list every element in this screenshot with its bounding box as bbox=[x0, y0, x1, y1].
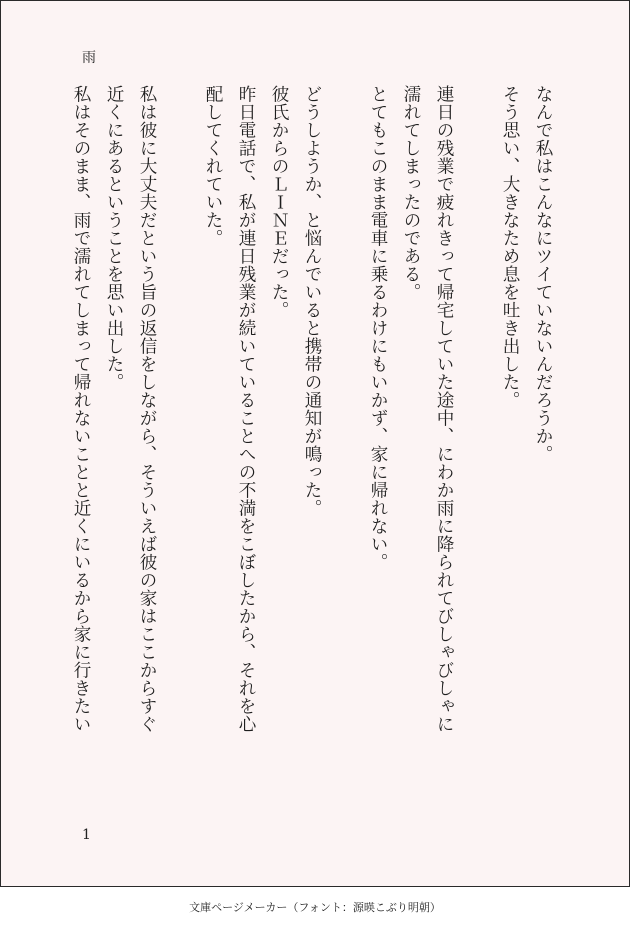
text-line: 近くにあるということを思い出した。 bbox=[104, 85, 124, 391]
text-line: そう思い、大きなため息を吐き出した。 bbox=[500, 85, 520, 409]
text-line: どうしようか、と悩んでいると携帯の通知が鳴った。 bbox=[302, 85, 322, 517]
paragraph-gap bbox=[460, 85, 493, 785]
text-line: 昨日電話で、私が連日残業が続いていることへの不満をこぼしたから、それを心 bbox=[236, 85, 256, 733]
paragraph-gap bbox=[328, 85, 361, 785]
text-line: 濡れてしまったのである。 bbox=[401, 85, 421, 301]
footer-caption: 文庫ページメーカー（フォント：源暎こぶり明朝） bbox=[189, 901, 441, 914]
text-line: 彼氏からのＬＩＮＥだった。 bbox=[269, 85, 289, 319]
body-text bbox=[64, 85, 559, 785]
text-line: 連日の残業で疲れきって帰宅していた途中、にわか雨に降られてびしゃびしゃに bbox=[434, 85, 454, 733]
text-line: 私は彼に大丈夫だという旨の返信をしながら、そういえば彼の家はここからすぐ bbox=[137, 85, 157, 733]
text-line: 私はそのまま、雨で濡れてしまって帰れないことと近くにいるから家に行きたい bbox=[71, 85, 91, 733]
chapter-title: 雨 bbox=[82, 50, 96, 66]
paragraph-gap bbox=[163, 85, 196, 785]
text-line: なんで私はこんなにツイていないんだろうか。 bbox=[533, 85, 553, 463]
text-line: とてもこのまま電車に乗るわけにもいかず、家に帰れない。 bbox=[368, 85, 388, 571]
page-number: 1 bbox=[82, 827, 91, 843]
text-line: 配してくれていた。 bbox=[203, 85, 223, 247]
